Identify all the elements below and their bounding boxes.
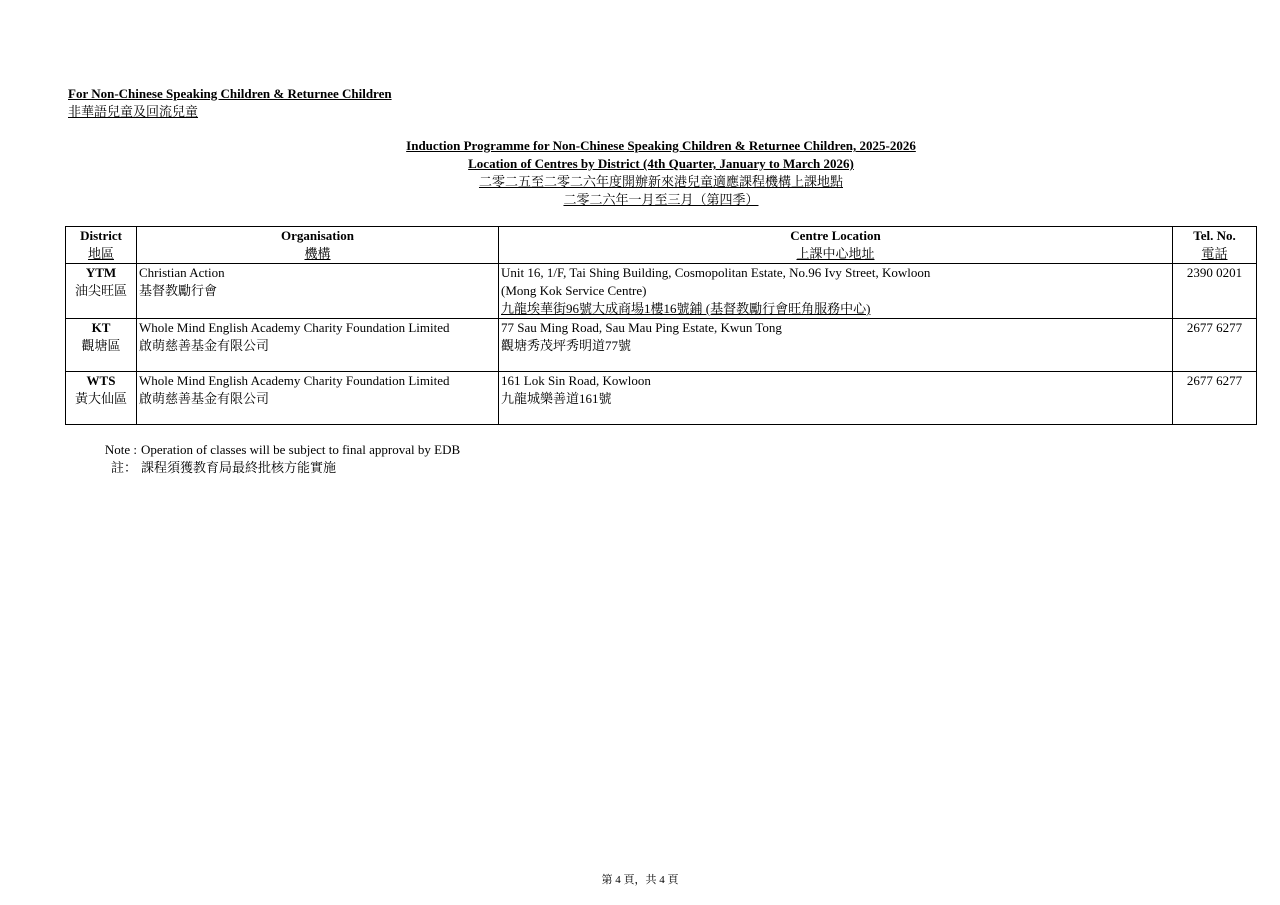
location-en-extra: (Mong Kok Service Centre) (501, 283, 647, 298)
header-title-zh: 非華語兒童及回流兒童 (68, 104, 199, 119)
organisation-zh: 啟萌慈善基金有限公司 (139, 338, 270, 353)
tel-cell: 2390 0201 (1173, 264, 1257, 319)
location-en: 77 Sau Ming Road, Sau Mau Ping Estate, Kwun Tong (501, 320, 782, 335)
title-line-3: 二零二五至二零二六年度開辦新來港兒童適應課程機構上課地點 (478, 174, 843, 189)
note-line-en (99, 441, 460, 459)
page-number: 第 4 頁，共 4 頁 (601, 874, 679, 886)
location-en: Unit 16, 1/F, Tai Shing Building, Cosmopolitan Estate, No.96 Ivy Street, Kowloon (501, 265, 931, 280)
header-district (66, 227, 137, 264)
header-title-en: For Non-Chinese Speaking Children & Returnee Children (68, 86, 392, 101)
note-text-en: Operation of classes will be subject to final approval by EDB (141, 442, 461, 457)
table-row (66, 319, 1257, 372)
header-loc-zh: 上課中心地址 (796, 246, 875, 261)
title-line-2: Location of Centres by District (4th Quarter, January to March 2026) (468, 156, 854, 171)
centres-table (65, 226, 1257, 425)
document-header (68, 85, 392, 121)
table-row (66, 372, 1257, 425)
organisation-zh: 基督教勵行會 (139, 283, 218, 298)
title-line-4: 二零二六年一月至三月（第四季） (563, 192, 759, 207)
district-name-zh: 油尖旺區 (74, 283, 127, 298)
district-name-zh: 觀塘區 (81, 338, 121, 353)
organisation-cell (137, 372, 499, 425)
header-location (499, 227, 1173, 264)
location-zh: 九龍埃華街96號大成商場1樓16號鋪 (基督教勵行會旺角服務中心) (501, 301, 871, 316)
district-cell (66, 264, 137, 319)
location-cell (499, 319, 1173, 372)
header-org-en: Organisation (281, 228, 354, 243)
organisation-cell (137, 319, 499, 372)
district-cell (66, 372, 137, 425)
organisation-cell (137, 264, 499, 319)
header-district-zh: 地區 (87, 246, 114, 261)
district-code: YTM (85, 265, 117, 280)
header-tel-en: Tel. No. (1193, 228, 1236, 243)
table-row (66, 264, 1257, 319)
tel-cell: 2677 6277 (1173, 372, 1257, 425)
note-label-en: Note : (104, 442, 137, 457)
header-tel-zh: 電話 (1201, 246, 1228, 261)
note-text-zh: 課程須獲教育局最終批核方能實施 (141, 460, 337, 475)
note-block (99, 441, 460, 477)
location-en: 161 Lok Sin Road, Kowloon (501, 373, 651, 388)
location-zh: 觀塘秀茂坪秀明道77號 (501, 338, 632, 353)
organisation-en: Christian Action (139, 265, 225, 280)
organisation-zh: 啟萌慈善基金有限公司 (139, 391, 270, 406)
header-district-en: District (80, 228, 122, 243)
header-org-zh: 機構 (304, 246, 331, 261)
header-organisation (137, 227, 499, 264)
district-cell (66, 319, 137, 372)
tel-cell: 2677 6277 (1173, 319, 1257, 372)
location-cell (499, 372, 1173, 425)
location-zh: 九龍城樂善道161號 (501, 391, 612, 406)
header-loc-en: Centre Location (790, 228, 881, 243)
district-code: WTS (86, 373, 116, 388)
organisation-en: Whole Mind English Academy Charity Foundation Limited (139, 373, 450, 388)
organisation-en: Whole Mind English Academy Charity Foundation Limited (139, 320, 450, 335)
district-code: KT (91, 320, 111, 335)
table-header-row (66, 227, 1257, 264)
title-line-1: Induction Programme for Non-Chinese Speaking Children & Returnee Children, 2025-2026 (406, 138, 916, 153)
note-line-zh (99, 459, 460, 477)
note-label-zh: 註： (110, 460, 137, 475)
header-tel (1173, 227, 1257, 264)
document-title (0, 137, 1280, 209)
district-name-zh: 黃大仙區 (74, 391, 127, 406)
location-cell (499, 264, 1173, 319)
